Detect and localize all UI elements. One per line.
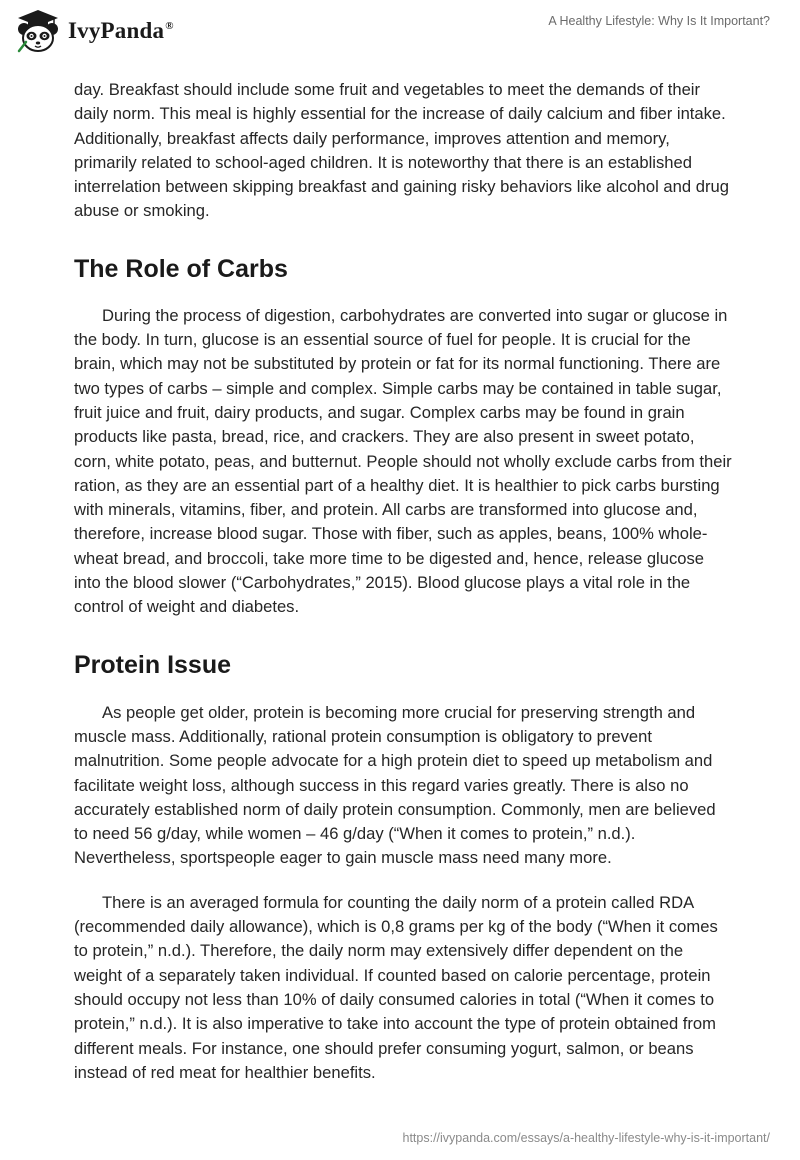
section-heading-carbs: The Role of Carbs bbox=[74, 254, 288, 283]
document-title: A Healthy Lifestyle: Why Is It Important? bbox=[548, 14, 770, 28]
ivypanda-logo[interactable] bbox=[14, 9, 174, 53]
section-heading-protein: Protein Issue bbox=[74, 650, 231, 679]
panda-logo-icon bbox=[14, 9, 62, 53]
paragraph: As people get older, protein is becoming more crucial for preserving strength and muscle mass. Additionally, rational protein consumption is obligatory to prevent malnutrition. Some people advocate for a high protein diet to speed up metabolism and facilitate weight loss, although success in this regard varies greatly. There is also no accurately established norm of daily protein consumption. Commonly, men are believed to need 56 g/day, while women – 46 g/day (“When it comes to protein,” n.d.). Nevertheless, sportspeople eager to gain muscle mass need many more. bbox=[74, 702, 716, 868]
paragraph: There is an averaged formula for counting the daily norm of a protein called RDA (recommended daily allowance), which is 0,8 grams per kg of the body (“When it comes to protein,” n.d.). Therefore, the daily norm may extensively differ dependent on the weight of a separately taken individual. If counted based on calorie percentage, protein should occupy not less than 10% of daily consumed calories in total (“When it comes to protein,” n.d.). It is also imperative to take into account the type of protein obtained from different meals. For instance, one should prefer consuming yogurt, salmon, or beans instead of red meat for healthier benefits. bbox=[74, 892, 718, 1082]
paragraph: During the process of digestion, carbohydrates are converted into sugar or glucose in the body. In turn, glucose is an essential source of fuel for people. It is crucial for the brain, which may not be substituted by protein or fat for its normal functioning. There are two types of carbs – simple and complex. Simple carbs may be contained in table sugar, fruit juice and fruit, dairy products, and sugar. Complex carbs may be found in grain products like pasta, bread, rice, and crackers. They are also present in sweet potato, corn, white potato, peas, and butternut. People should not wholly exclude carbs from their ration, as they are an essential part of a healthy diet. It is healthier to pick carbs bursting with minerals, vitamins, fiber, and protein. All carbs are transformed into glucose and, therefore, increase blood sugar. Those with fiber, such as apples, beans, 100% whole-wheat bread, and broccoli, take more time to be digested and, hence, release glucose into the blood slower (“Carbohydrates,” 2015). Blood glucose plays a vital role in the control of weight and diabetes. bbox=[74, 305, 732, 617]
source-url[interactable]: https://ivypanda.com/essays/a-healthy-lifestyle-why-is-it-important/ bbox=[402, 1131, 770, 1145]
brand-name: IvyPanda® bbox=[68, 18, 174, 43]
essay-content bbox=[74, 78, 734, 1085]
paragraph: day. Breakfast should include some fruit and vegetables to meet the demands of their daily norm. This meal is highly essential for the increase of daily calcium and fiber intake. Additionally, breakfast affects daily performance, improves attention and memory, primarily related to school-aged children. It is noteworthy that there is an established interrelation between skipping breakfast and gaining risky behaviors like alcohol and drug abuse or smoking. bbox=[74, 80, 729, 221]
page-header bbox=[0, 0, 800, 70]
